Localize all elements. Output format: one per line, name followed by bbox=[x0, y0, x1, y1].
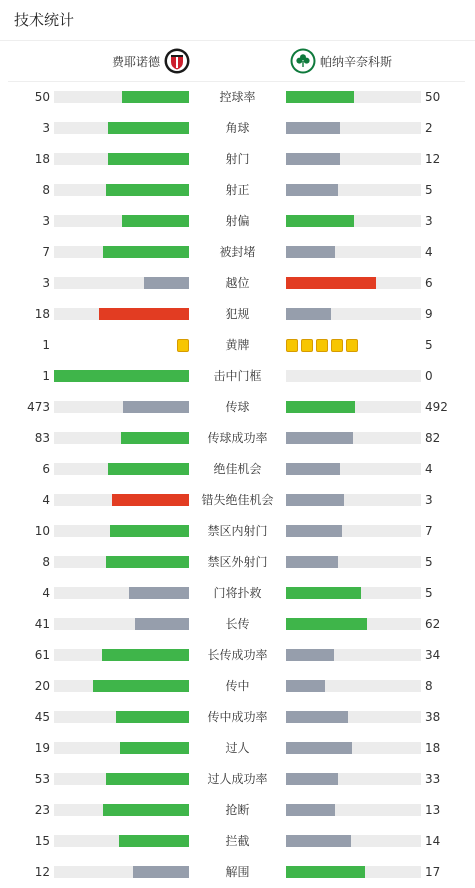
stat-row bbox=[0, 485, 475, 516]
away-stat-bar-track bbox=[286, 773, 421, 785]
home-stat-value: 23 bbox=[34, 803, 50, 817]
home-stat-value: 20 bbox=[34, 679, 50, 693]
stats-list bbox=[0, 82, 475, 888]
away-stat-bar-track bbox=[286, 866, 421, 878]
home-stat-bar-track bbox=[54, 835, 189, 847]
away-stat-value: 34 bbox=[425, 648, 441, 662]
away-stat-value: 82 bbox=[425, 431, 441, 445]
away-stat-bar-track bbox=[286, 587, 421, 599]
away-stat-value: 2 bbox=[425, 121, 433, 135]
away-team-name: 帕纳辛奈科斯 bbox=[320, 54, 393, 69]
stat-row bbox=[0, 330, 475, 361]
away-stat-value: 0 bbox=[425, 369, 433, 383]
away-stat-bar-track bbox=[286, 525, 421, 537]
away-stat-bar-track bbox=[286, 277, 421, 289]
away-stat-bar bbox=[286, 711, 348, 723]
home-stat-bar bbox=[135, 618, 189, 630]
stat-label: 拦截 bbox=[225, 834, 250, 848]
away-stat-bar-track bbox=[286, 835, 421, 847]
home-stat-bar bbox=[106, 556, 189, 568]
home-stat-value: 61 bbox=[34, 648, 50, 662]
stat-label: 射正 bbox=[225, 183, 250, 197]
away-stat-bar bbox=[286, 618, 367, 630]
away-stat-bar bbox=[286, 401, 355, 413]
home-stat-value: 53 bbox=[34, 772, 50, 786]
stat-row bbox=[0, 702, 475, 733]
home-stat-bar-track bbox=[54, 463, 189, 475]
stat-label: 禁区外射门 bbox=[207, 555, 268, 569]
away-stat-value: 5 bbox=[425, 183, 433, 197]
stat-label: 绝佳机会 bbox=[213, 462, 262, 476]
home-stat-bar-track bbox=[54, 680, 189, 692]
away-stat-bar bbox=[286, 494, 344, 506]
home-stat-bar bbox=[122, 91, 190, 103]
home-stat-bar-track bbox=[54, 618, 189, 630]
away-stat-value: 5 bbox=[425, 338, 433, 352]
away-stat-value: 14 bbox=[425, 834, 441, 848]
home-stat-value: 50 bbox=[34, 90, 50, 104]
stat-row bbox=[0, 764, 475, 795]
yellow-card-icon bbox=[331, 339, 343, 352]
away-stat-bar-track bbox=[286, 91, 421, 103]
home-stat-value: 18 bbox=[34, 152, 50, 166]
stat-row bbox=[0, 392, 475, 423]
away-stat-bar bbox=[286, 308, 331, 320]
away-stat-bar-track bbox=[286, 680, 421, 692]
stat-row bbox=[0, 423, 475, 454]
away-stat-bar-track bbox=[286, 494, 421, 506]
home-stat-bar-track bbox=[54, 432, 189, 444]
away-stat-bar bbox=[286, 246, 335, 258]
home-stat-bar-track bbox=[54, 587, 189, 599]
home-stat-value: 3 bbox=[42, 214, 50, 228]
home-stat-value: 1 bbox=[42, 338, 50, 352]
home-stat-bar bbox=[102, 649, 189, 661]
away-stat-bar bbox=[286, 866, 365, 878]
away-stat-bar-track bbox=[286, 463, 421, 475]
home-stat-bar bbox=[108, 463, 189, 475]
away-stat-value: 33 bbox=[425, 772, 441, 786]
home-stat-value: 15 bbox=[34, 834, 50, 848]
yellow-card-icon bbox=[177, 339, 189, 352]
away-stat-value: 13 bbox=[425, 803, 441, 817]
away-stat-value: 8 bbox=[425, 679, 433, 693]
away-stat-bar bbox=[286, 835, 351, 847]
home-stat-bar bbox=[106, 773, 189, 785]
home-stat-bar-track bbox=[54, 494, 189, 506]
away-stat-value: 3 bbox=[425, 214, 433, 228]
home-yellow-cards bbox=[177, 339, 189, 352]
away-stat-bar bbox=[286, 122, 340, 134]
stat-row bbox=[0, 640, 475, 671]
away-stat-bar bbox=[286, 277, 376, 289]
home-stat-value: 4 bbox=[42, 493, 50, 507]
home-team-name: 费耶诺德 bbox=[111, 54, 160, 69]
home-stat-bar-track bbox=[54, 153, 189, 165]
yellow-card-icon bbox=[286, 339, 298, 352]
stat-row bbox=[0, 144, 475, 175]
stat-row bbox=[0, 578, 475, 609]
home-stat-bar-track bbox=[54, 122, 189, 134]
home-stat-bar-track bbox=[54, 866, 189, 878]
stat-label: 传中 bbox=[225, 679, 250, 693]
stat-row bbox=[0, 268, 475, 299]
away-stat-bar-track bbox=[286, 742, 421, 754]
home-stat-value: 3 bbox=[42, 121, 50, 135]
stat-row bbox=[0, 516, 475, 547]
stat-row bbox=[0, 547, 475, 578]
away-stat-bar-track bbox=[286, 153, 421, 165]
home-stat-bar bbox=[93, 680, 189, 692]
stat-row bbox=[0, 454, 475, 485]
stat-row bbox=[0, 113, 475, 144]
away-stat-bar bbox=[286, 153, 340, 165]
feyenoord-crest-icon bbox=[164, 48, 190, 74]
home-stat-value: 45 bbox=[34, 710, 50, 724]
home-stat-bar-track bbox=[54, 556, 189, 568]
stat-label: 错失绝佳机会 bbox=[201, 493, 274, 507]
stat-label: 被封堵 bbox=[219, 245, 256, 259]
away-stat-value: 7 bbox=[425, 524, 433, 538]
home-stat-bar-track bbox=[54, 401, 189, 413]
away-stat-bar-track bbox=[286, 804, 421, 816]
away-stat-value: 6 bbox=[425, 276, 433, 290]
away-stat-bar bbox=[286, 184, 338, 196]
away-team bbox=[290, 48, 392, 74]
home-stat-bar-track bbox=[54, 277, 189, 289]
stat-label: 击中门框 bbox=[213, 369, 262, 383]
away-stat-bar-track bbox=[286, 308, 421, 320]
yellow-card-icon bbox=[346, 339, 358, 352]
stat-label: 长传 bbox=[225, 617, 250, 631]
stat-row bbox=[0, 206, 475, 237]
home-stat-value: 1 bbox=[42, 369, 50, 383]
away-stat-bar bbox=[286, 525, 342, 537]
home-stat-bar bbox=[103, 246, 189, 258]
home-stat-value: 7 bbox=[42, 245, 50, 259]
home-stat-bar bbox=[54, 370, 189, 382]
home-stat-bar bbox=[133, 866, 189, 878]
home-stat-bar-track bbox=[54, 91, 189, 103]
away-stat-value: 492 bbox=[425, 400, 448, 414]
away-stat-bar-track bbox=[286, 215, 421, 227]
away-stat-value: 38 bbox=[425, 710, 441, 724]
header-divider bbox=[0, 40, 475, 41]
home-stat-bar bbox=[99, 308, 189, 320]
home-stat-value: 10 bbox=[34, 524, 50, 538]
stat-row bbox=[0, 795, 475, 826]
away-stat-bar bbox=[286, 680, 325, 692]
home-stat-value: 19 bbox=[34, 741, 50, 755]
away-stat-bar bbox=[286, 742, 352, 754]
away-stat-bar bbox=[286, 91, 354, 103]
away-stat-bar-track bbox=[286, 184, 421, 196]
home-stat-value: 3 bbox=[42, 276, 50, 290]
home-stat-bar bbox=[121, 432, 189, 444]
stat-row bbox=[0, 857, 475, 888]
home-stat-value: 8 bbox=[42, 555, 50, 569]
home-stat-bar-track bbox=[54, 711, 189, 723]
home-stat-bar-track bbox=[54, 773, 189, 785]
stat-label: 控球率 bbox=[219, 90, 256, 104]
away-stat-value: 17 bbox=[425, 865, 441, 879]
home-stat-bar-track bbox=[54, 649, 189, 661]
away-stat-bar bbox=[286, 587, 361, 599]
away-stat-bar-track bbox=[286, 246, 421, 258]
stat-row bbox=[0, 237, 475, 268]
home-stat-value: 8 bbox=[42, 183, 50, 197]
stat-label: 长传成功率 bbox=[207, 648, 268, 662]
stat-label: 传球 bbox=[225, 400, 250, 414]
stat-row bbox=[0, 361, 475, 392]
away-yellow-cards bbox=[286, 339, 358, 352]
stat-label: 角球 bbox=[225, 121, 250, 135]
stat-label: 解围 bbox=[225, 865, 250, 879]
away-stat-value: 4 bbox=[425, 245, 433, 259]
home-stat-bar bbox=[120, 742, 189, 754]
away-stat-value: 18 bbox=[425, 741, 441, 755]
stat-row bbox=[0, 299, 475, 330]
stat-row bbox=[0, 826, 475, 857]
home-stat-bar bbox=[103, 804, 189, 816]
stat-label: 过人 bbox=[225, 741, 250, 755]
away-stat-value: 3 bbox=[425, 493, 433, 507]
yellow-card-icon bbox=[316, 339, 328, 352]
away-stat-bar-track bbox=[286, 556, 421, 568]
home-stat-bar-track bbox=[54, 370, 189, 382]
away-stat-bar bbox=[286, 773, 338, 785]
yellow-card-icon bbox=[301, 339, 313, 352]
home-stat-value: 6 bbox=[42, 462, 50, 476]
away-stat-value: 5 bbox=[425, 586, 433, 600]
home-stat-value: 18 bbox=[34, 307, 50, 321]
stat-label: 禁区内射门 bbox=[207, 524, 268, 538]
stat-label: 传球成功率 bbox=[207, 431, 268, 445]
home-stat-bar-track bbox=[54, 184, 189, 196]
away-stat-value: 4 bbox=[425, 462, 433, 476]
stat-label: 黄牌 bbox=[225, 338, 250, 352]
stat-label: 射门 bbox=[225, 152, 250, 166]
stat-row bbox=[0, 733, 475, 764]
home-stat-bar-track bbox=[54, 215, 189, 227]
stat-label: 过人成功率 bbox=[207, 772, 268, 786]
away-stat-bar-track bbox=[286, 711, 421, 723]
stat-row bbox=[0, 671, 475, 702]
home-stat-bar bbox=[106, 184, 189, 196]
stat-label: 越位 bbox=[225, 276, 250, 290]
stat-label: 抢断 bbox=[225, 803, 250, 817]
stat-row bbox=[0, 175, 475, 206]
home-stat-value: 473 bbox=[27, 400, 50, 414]
home-stat-bar-track bbox=[54, 804, 189, 816]
home-stat-bar bbox=[123, 401, 189, 413]
away-stat-bar bbox=[286, 432, 353, 444]
away-stat-value: 62 bbox=[425, 617, 441, 631]
home-stat-value: 12 bbox=[34, 865, 50, 879]
away-stat-value: 12 bbox=[425, 152, 441, 166]
home-stat-bar bbox=[112, 494, 189, 506]
away-stat-bar bbox=[286, 556, 338, 568]
home-stat-bar-track bbox=[54, 525, 189, 537]
away-stat-bar-track bbox=[286, 122, 421, 134]
home-stat-bar bbox=[119, 835, 189, 847]
stat-label: 门将扑救 bbox=[213, 586, 262, 600]
home-stat-value: 4 bbox=[42, 586, 50, 600]
stat-label: 犯规 bbox=[225, 307, 250, 321]
away-stat-value: 9 bbox=[425, 307, 433, 321]
away-stat-bar-track bbox=[286, 618, 421, 630]
home-stat-bar bbox=[144, 277, 189, 289]
home-stat-bar bbox=[108, 122, 189, 134]
stat-label: 传中成功率 bbox=[207, 710, 268, 724]
away-stat-value: 5 bbox=[425, 555, 433, 569]
home-stat-bar bbox=[108, 153, 189, 165]
home-stat-bar-track bbox=[54, 742, 189, 754]
away-stat-bar bbox=[286, 804, 335, 816]
home-stat-bar-track bbox=[54, 308, 189, 320]
home-stat-bar bbox=[110, 525, 189, 537]
away-stat-bar-track bbox=[286, 370, 421, 382]
page-title: 技术统计 bbox=[14, 11, 75, 29]
home-stat-bar bbox=[116, 711, 189, 723]
away-stat-bar bbox=[286, 463, 340, 475]
away-stat-bar-track bbox=[286, 432, 421, 444]
away-stat-bar bbox=[286, 649, 334, 661]
home-stat-value: 41 bbox=[34, 617, 50, 631]
away-stat-bar bbox=[286, 215, 354, 227]
stat-row bbox=[0, 609, 475, 640]
stat-label: 射偏 bbox=[225, 214, 250, 228]
away-stat-bar-track bbox=[286, 401, 421, 413]
home-stat-bar bbox=[122, 215, 190, 227]
home-stat-bar bbox=[129, 587, 189, 599]
home-team bbox=[112, 48, 190, 74]
away-stat-value: 50 bbox=[425, 90, 441, 104]
home-stat-value: 83 bbox=[34, 431, 50, 445]
home-stat-bar-track bbox=[54, 246, 189, 258]
panathinaikos-clover-crest-icon bbox=[290, 48, 316, 74]
stat-row bbox=[0, 82, 475, 113]
away-stat-bar-track bbox=[286, 649, 421, 661]
